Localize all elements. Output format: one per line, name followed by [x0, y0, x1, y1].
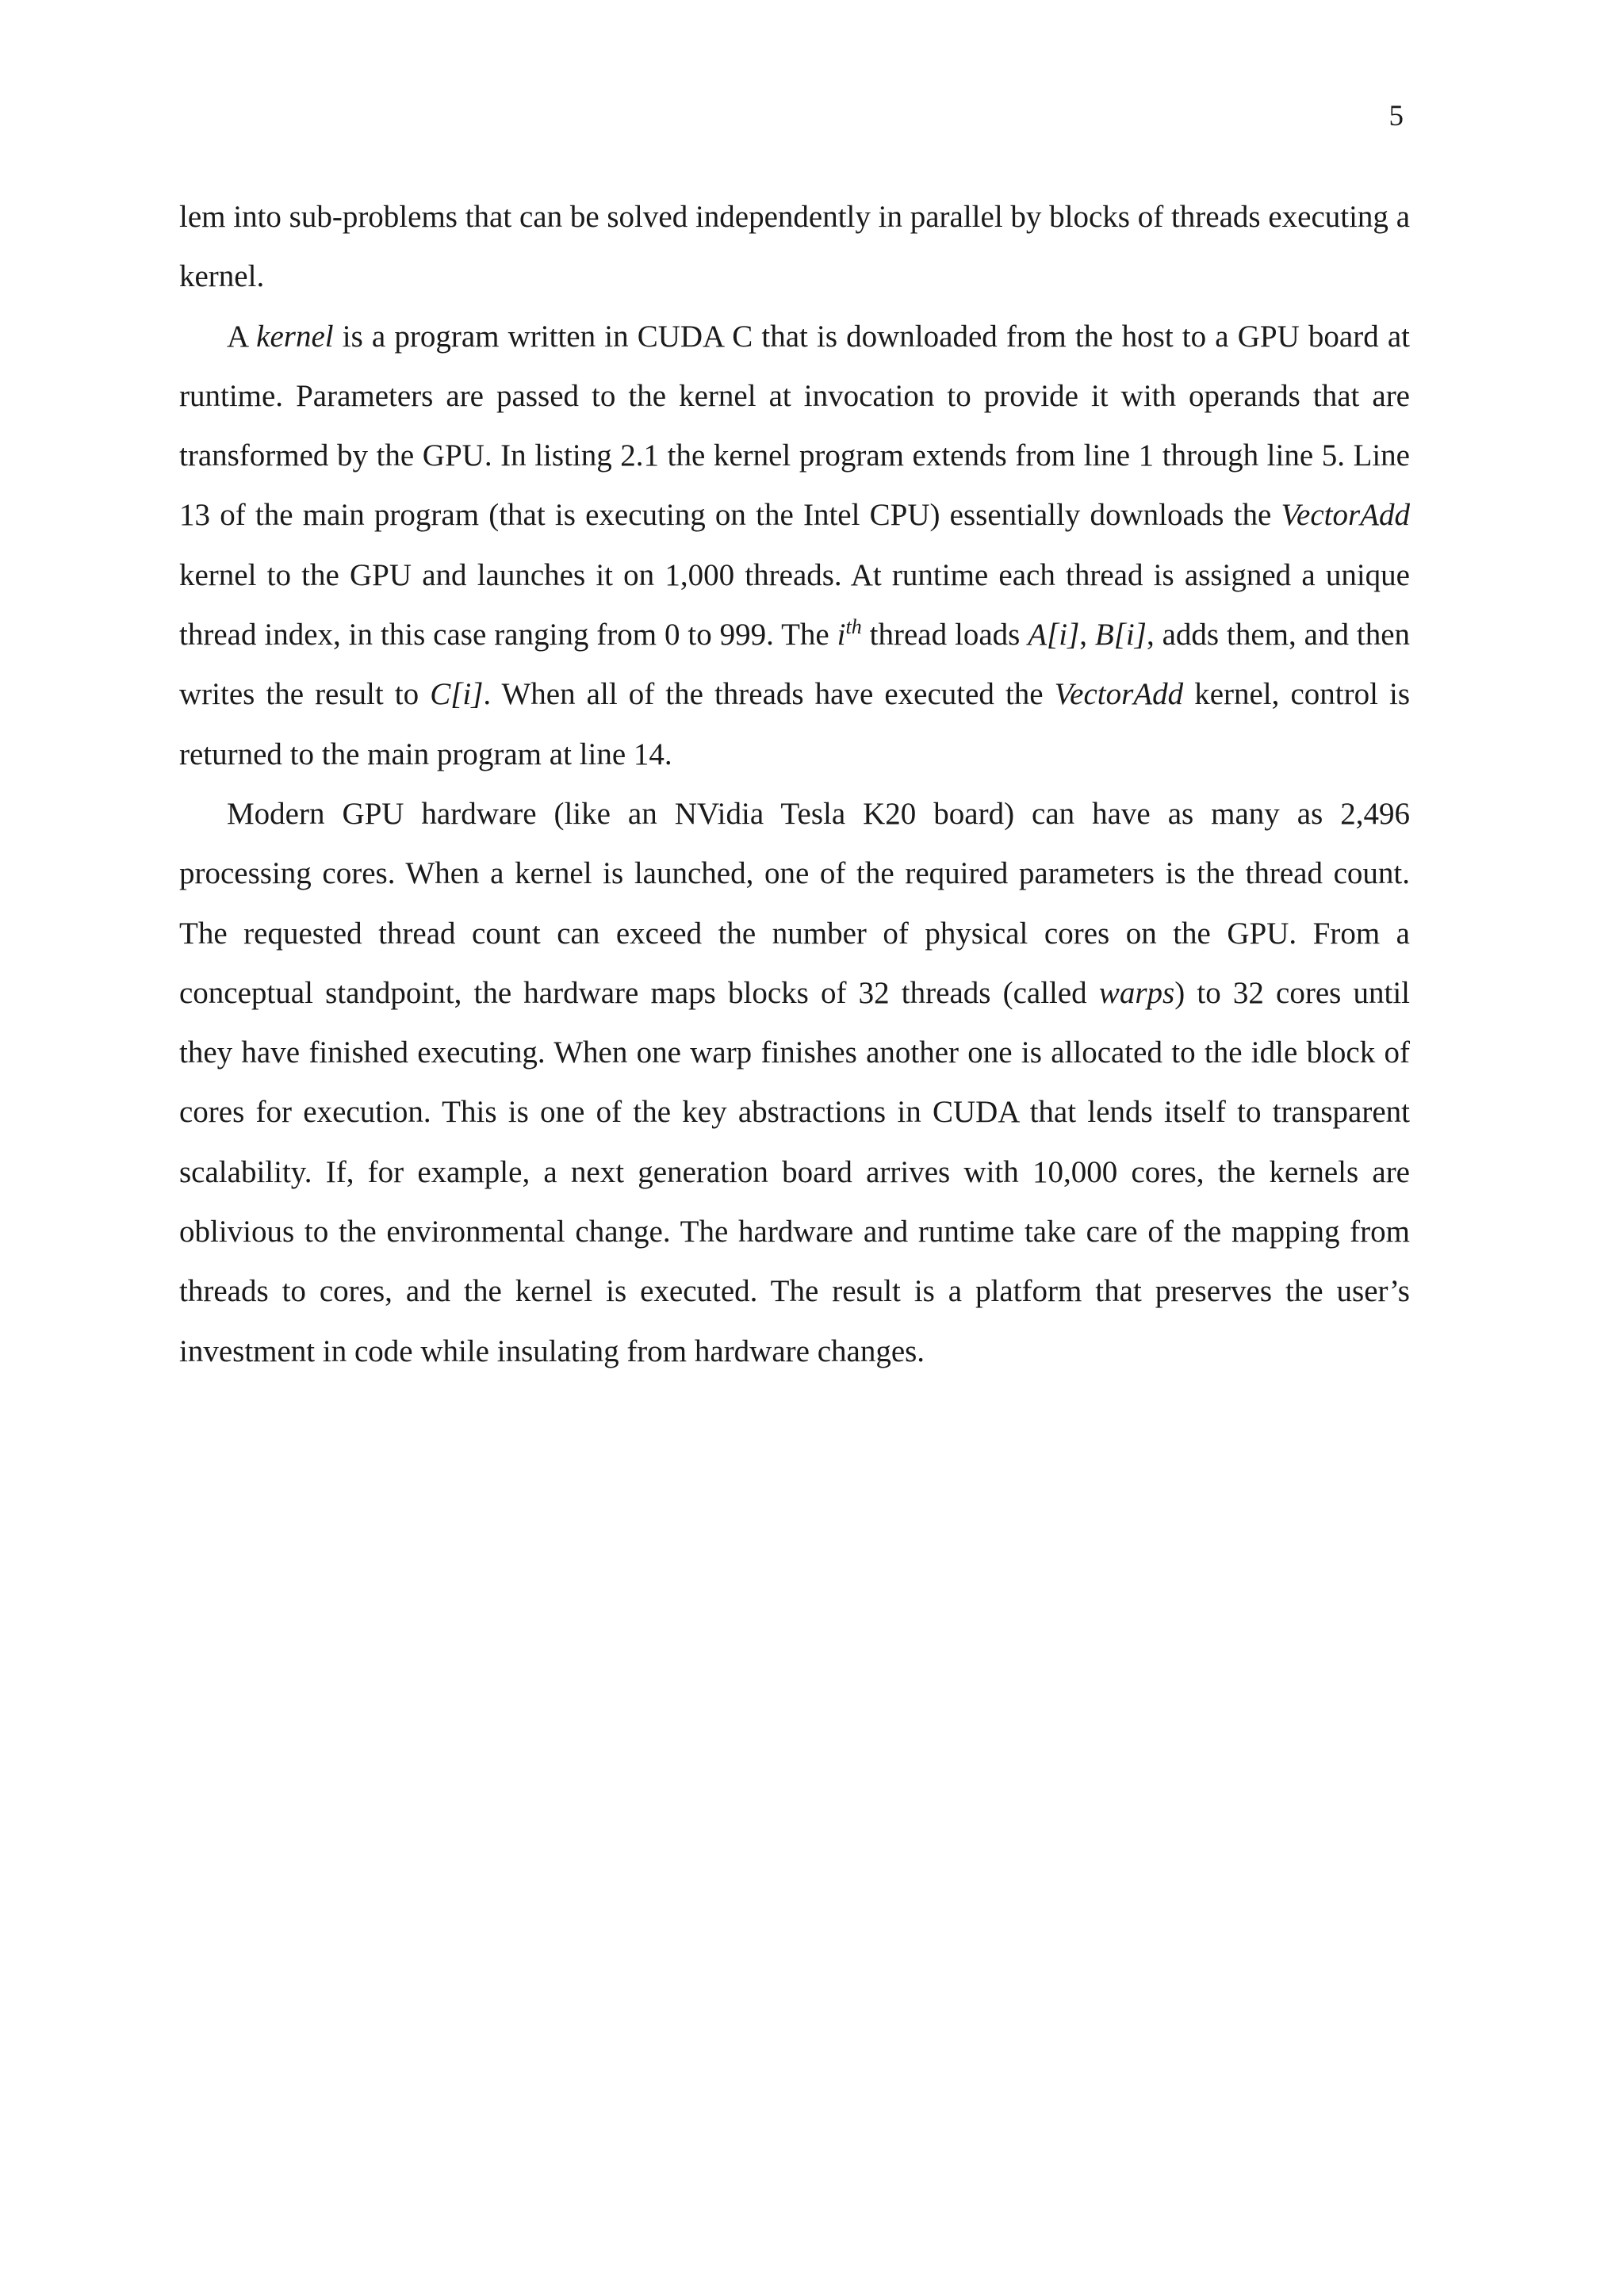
text-span: . When all of the threads have executed the [483, 677, 1055, 712]
body-text [179, 187, 1410, 1381]
term-warps: warps [1098, 975, 1175, 1010]
text-span: ) to 32 cores until they have finished executing. When one warp finishes another one is allocated to the idle block of cores for execution. This is one of the key abstractions in CUDA that lends itself to transparent scalability. If, for example, a next generation board arrives with 10,000 cores, the kernels are oblivious to the environmental change. The hardware and runtime take care of the mapping from threads to cores, and the kernel is executed. The result is a platform that preserves the user’s investment in code while insulating from hardware changes. [179, 975, 1410, 1368]
text-span: , adds them, and then writes the result to [179, 618, 1411, 712]
math-c-i: C[i] [430, 677, 484, 712]
text-span: thread loads [861, 618, 1028, 652]
text-span: Modern GPU hardware (like an NVidia Tesla K20 board) can have as many as 2,496 processing cores. When a kernel is launched, one of the required parameters is the thread count. The requested thread count can exceed the number of physical cores on the GPU. From a conceptual standpoint, the hardware maps blocks of 32 threads (called [179, 796, 1410, 1010]
paragraph-3 [179, 784, 1410, 1381]
math-a-i: A[i] [1028, 618, 1080, 652]
text-span: A [227, 319, 257, 354]
math-superscript-th: th [845, 615, 862, 639]
math-vectoradd: VectorAdd [1281, 498, 1410, 533]
text-span: kernel, control is returned to the main program at line 14. [179, 677, 1410, 771]
text-span: is a program written in CUDA C that is downloaded from the host to a GPU board at runtime. Parameters are passed to the kernel at invocation to provide it with operands that are transformed by the GPU. In listing 2.1 the kernel program extends from line 1 through line 5. Line 13 of the main program (that is executing on the Intel CPU) essentially downloads the [179, 319, 1410, 533]
term-kernel: kernel [256, 319, 334, 354]
text-span: kernel to the GPU and launches it on 1,000 threads. At runtime each thread is assigned a unique thread index, in this case ranging from 0 to 999. The [179, 557, 1410, 652]
math-i: i [837, 618, 846, 652]
math-vectoradd: VectorAdd [1054, 677, 1184, 712]
paragraph-2 [179, 307, 1410, 784]
text-span: , [1079, 618, 1095, 652]
paragraph-1: lem into sub-problems that can be solved independently in parallel by blocks of threads executing a kernel. [179, 200, 1410, 294]
page-number: 5 [1388, 100, 1404, 132]
math-b-i: B[i] [1094, 618, 1147, 652]
